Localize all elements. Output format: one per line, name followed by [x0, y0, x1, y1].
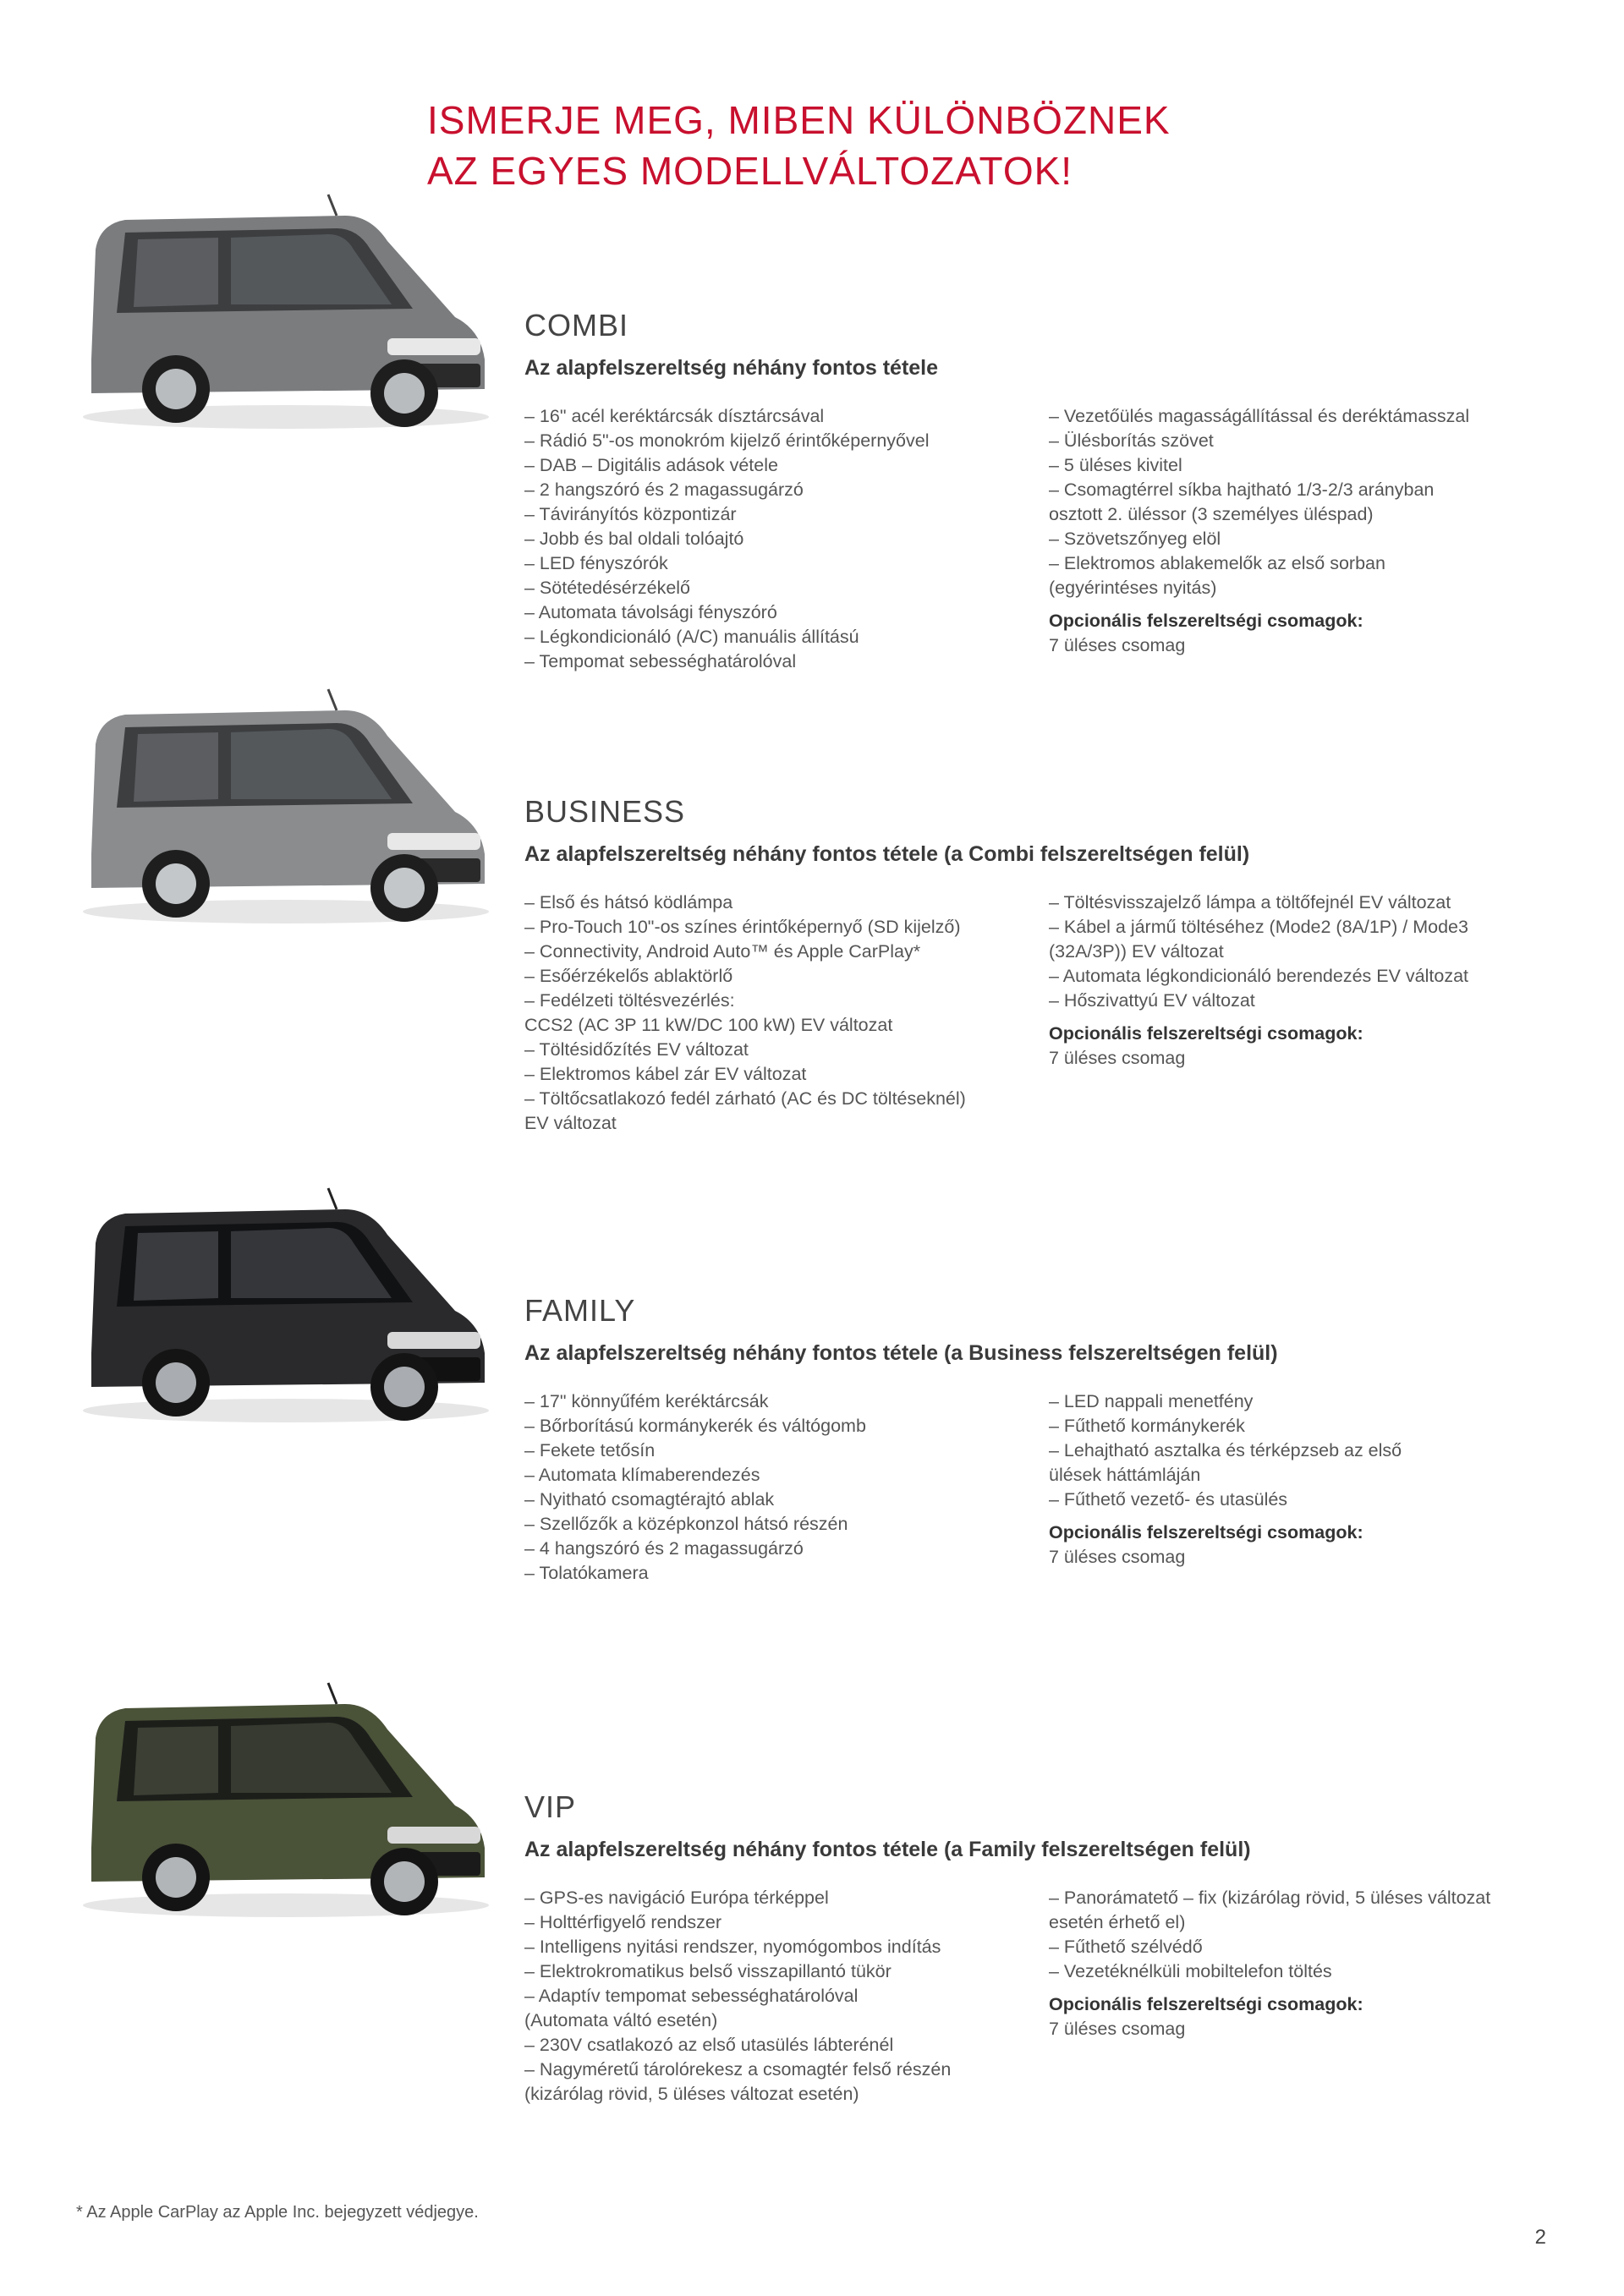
feature-item: – Tempomat sebességhatárolóval	[524, 651, 797, 671]
feature-item: – Fűthető kormánykerék	[1049, 1416, 1245, 1436]
feature-item: – Pro-Touch 10"-os színes érintőképernyő (SD kijelző)	[524, 917, 961, 937]
feature-item: – DAB – Digitális adások vétele	[524, 455, 778, 475]
section-title: FAMILY	[524, 1293, 636, 1328]
feature-item: – Holttérfigyelő rendszer	[524, 1912, 722, 1932]
feature-item: – Panorámatető – fix (kizárólag rövid, 5 üléses változat	[1049, 1888, 1491, 1908]
feature-item: – 17" könnyűfém keréktárcsák	[524, 1391, 769, 1411]
feature-item: – GPS-es navigáció Európa térképpel	[524, 1888, 829, 1908]
feature-item: – Jobb és bal oldali tolóajtó	[524, 529, 744, 549]
feature-item: – Adaptív tempomat sebességhatárolóval	[524, 1986, 859, 2006]
section-business	[524, 791, 1573, 1136]
feature-item: (egyérintéses nyitás)	[1049, 578, 1217, 598]
feature-item: – 4 hangszóró és 2 magassugárzó	[524, 1538, 804, 1559]
feature-item: osztott 2. üléssor (3 személyes üléspad)	[1049, 504, 1374, 524]
feature-item: (Automata váltó esetén)	[524, 2010, 718, 2030]
feature-item: CCS2 (AC 3P 11 kW/DC 100 kW) EV változat	[524, 1015, 893, 1035]
section-title: BUSINESS	[524, 794, 686, 829]
feature-item: – LED nappali menetfény	[1049, 1391, 1254, 1411]
feature-item: – Ülésborítás szövet	[1049, 430, 1214, 451]
feature-list-left	[524, 404, 1049, 674]
feature-item: – 16" acél keréktárcsák dísztárcsával	[524, 406, 825, 426]
optional-packages-value: 7 üléses csomag	[1049, 635, 1186, 655]
feature-item: – Elektromos kábel zár EV változat	[524, 1064, 807, 1084]
feature-item: – Fűthető vezető- és utasülés	[1049, 1489, 1288, 1510]
feature-item: – Intelligens nyitási rendszer, nyomógombos indítás	[524, 1937, 941, 1957]
section-vip	[524, 1786, 1573, 2107]
footnote: * Az Apple CarPlay az Apple Inc. bejegyzett védjegye.	[76, 2203, 479, 2222]
feature-item: – Első és hátsó ködlámpa	[524, 892, 733, 912]
feature-item: ülések háttámláján	[1049, 1465, 1201, 1485]
feature-item: – Szellőzők a középkonzol hátsó részén	[524, 1514, 848, 1534]
feature-item: – 5 üléses kivitel	[1049, 455, 1182, 475]
feature-list-left	[524, 1886, 1049, 2107]
section-title: COMBI	[524, 308, 629, 342]
feature-item: – Bőrborítású kormánykerék és váltógomb	[524, 1416, 866, 1436]
section-subtitle: Az alapfelszereltség néhány fontos tétele (a Combi felszereltségen felül)	[524, 842, 1250, 866]
feature-list-right	[1049, 1886, 1556, 2107]
feature-item: – Elektromos ablakemelők az első sorban	[1049, 553, 1385, 573]
section-subtitle: Az alapfelszereltség néhány fontos tétele	[524, 356, 939, 380]
feature-item: – Sötétedésérzékelő	[524, 578, 691, 598]
page-title	[427, 95, 1358, 196]
feature-list-left	[524, 890, 1049, 1136]
feature-item: (kizárólag rövid, 5 üléses változat esetén)	[524, 2084, 859, 2104]
feature-item: – Fedélzeti töltésvezérlés:	[524, 990, 735, 1011]
van-vip-illustration	[66, 1679, 497, 1924]
feature-item: – Automata távolsági fényszóró	[524, 602, 777, 622]
van-image-family	[66, 1184, 497, 1429]
section-subtitle: Az alapfelszereltség néhány fontos tétele (a Family felszereltségen felül)	[524, 1838, 1251, 1861]
optional-packages-label: Opcionális felszereltségi csomagok:	[1049, 1522, 1363, 1543]
feature-item: – Nagyméretű tárolórekesz a csomagtér felső részén	[524, 2059, 952, 2080]
feature-list-right	[1049, 1389, 1556, 1586]
page-number: 2	[1534, 2226, 1546, 2249]
feature-item: – Csomagtérrel síkba hajtható 1/3-2/3 arányban	[1049, 479, 1435, 500]
feature-list-left	[524, 1389, 1049, 1586]
optional-packages-label: Opcionális felszereltségi csomagok:	[1049, 1994, 1363, 2014]
feature-item: – Fűthető szélvédő	[1049, 1937, 1203, 1957]
van-image-business	[66, 685, 497, 930]
feature-item: – Fekete tetősín	[524, 1440, 656, 1460]
section-combi	[524, 304, 1573, 674]
feature-item: – 230V csatlakozó az első utasülés lábterénél	[524, 2035, 894, 2055]
van-combi-illustration	[66, 190, 497, 436]
optional-packages-value: 7 üléses csomag	[1049, 1547, 1186, 1567]
title-line-2: AZ EGYES MODELLVÁLTOZATOK!	[427, 149, 1073, 193]
title-line-1: ISMERJE MEG, MIBEN KÜLÖNBÖZNEK	[427, 98, 1171, 142]
optional-packages-label: Opcionális felszereltségi csomagok:	[1049, 1023, 1363, 1044]
feature-item: – Vezetőülés magasságállítással és deréktámasszal	[1049, 406, 1470, 426]
feature-item: – Lehajtható asztalka és térképzseb az első	[1049, 1440, 1402, 1460]
feature-item: – Automata klímaberendezés	[524, 1465, 760, 1485]
feature-item: EV változat	[524, 1113, 617, 1133]
feature-item: – Töltésidőzítés EV változat	[524, 1039, 749, 1060]
optional-packages-label: Opcionális felszereltségi csomagok:	[1049, 611, 1363, 631]
optional-packages-value: 7 üléses csomag	[1049, 1048, 1186, 1068]
feature-item: – Nyitható csomagtérajtó ablak	[524, 1489, 775, 1510]
feature-item: – Elektrokromatikus belső visszapillantó tükör	[524, 1961, 892, 1981]
optional-packages-value: 7 üléses csomag	[1049, 2019, 1186, 2039]
feature-item: (32A/3P)) EV változat	[1049, 941, 1224, 962]
feature-item: – Szövetszőnyeg elöl	[1049, 529, 1221, 549]
van-business-illustration	[66, 685, 497, 930]
feature-list-right	[1049, 890, 1556, 1136]
feature-list-right	[1049, 404, 1556, 674]
feature-item: – Töltésvisszajelző lámpa a töltőfejnél EV változat	[1049, 892, 1451, 912]
section-title: VIP	[524, 1789, 577, 1824]
feature-item: – Légkondicionáló (A/C) manuális állítású	[524, 627, 859, 647]
feature-item: – 2 hangszóró és 2 magassugárzó	[524, 479, 804, 500]
feature-item: – Connectivity, Android Auto™ és Apple CarPlay*	[524, 941, 921, 962]
van-image-vip	[66, 1679, 497, 1924]
feature-item: – Automata légkondicionáló berendezés EV változat	[1049, 966, 1469, 986]
section-family	[524, 1290, 1573, 1586]
van-family-illustration	[66, 1184, 497, 1429]
feature-item: – Tolatókamera	[524, 1563, 649, 1583]
feature-item: – Rádió 5"-os monokróm kijelző érintőképernyővel	[524, 430, 930, 451]
feature-item: – LED fényszórók	[524, 553, 668, 573]
section-subtitle: Az alapfelszereltség néhány fontos tétele (a Business felszereltségen felül)	[524, 1341, 1278, 1365]
feature-item: – Vezetéknélküli mobiltelefon töltés	[1049, 1961, 1332, 1981]
feature-item: – Töltőcsatlakozó fedél zárható (AC és DC töltéseknél)	[524, 1088, 966, 1109]
feature-item: – Távirányítós központizár	[524, 504, 737, 524]
feature-item: – Kábel a jármű töltéséhez (Mode2 (8A/1P) / Mode3	[1049, 917, 1468, 937]
van-image-combi	[66, 190, 497, 436]
feature-item: – Esőérzékelős ablaktörlő	[524, 966, 733, 986]
feature-item: esetén érhető el)	[1049, 1912, 1186, 1932]
feature-item: – Hőszivattyú EV változat	[1049, 990, 1255, 1011]
